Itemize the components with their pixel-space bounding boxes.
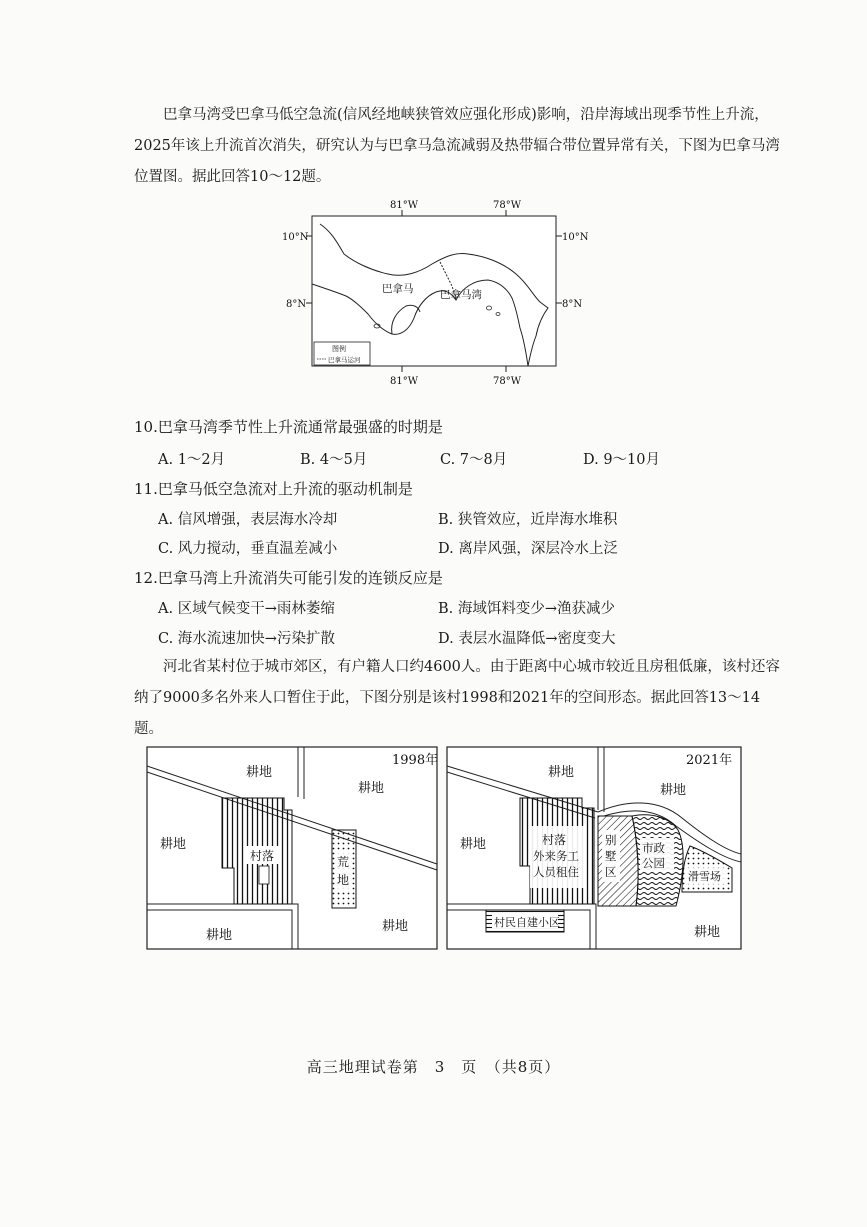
label-panama: 巴拿马 [382,283,414,295]
village-spatial-maps [146,746,742,951]
village-label-1998: 村落 [250,849,275,863]
lon-top-right: 78°W [493,200,522,211]
panel-1998 [147,747,438,949]
q12-option-a: A. 区域气候变干→雨林萎缩 [158,601,335,617]
q12-option-b: B. 海域饵料变少→渔获减少 [438,601,616,617]
farmland-2021-bottom: 耕地 [694,925,721,940]
q12-option-d: D. 表层水温降低→密度变大 [438,631,616,647]
year-1998: 1998年 [392,753,439,768]
intro-paragraph-1: 巴拿马湾受巴拿马低空急流(信风经地峡狭管效应强化形成)影响，沿岸海域出现季节性上升流，2025年该上升流首次消失，研究认为与巴拿马急流减弱及热带辐合带位置异常有关，下图为巴拿马湾位置图。据此回答10～12题。 [134,107,780,185]
migrant-label-2: 人员租住 [533,865,579,879]
park-label-2: 公园 [642,856,665,870]
lon-bottom-right: 78°W [493,376,522,387]
q10-option-d: D. 9～10月 [583,452,661,468]
q11-option-d: D. 离岸风强，深层冷水上泛 [438,541,618,557]
farmland-2021-right: 耕地 [660,783,687,798]
label-gulf: 巴拿马湾 [440,289,482,301]
year-2021: 2021年 [686,753,733,768]
lon-top-left: 81°W [390,200,419,211]
lon-bottom-left: 81°W [390,376,419,387]
question-10-stem: 10.巴拿马湾季节性上升流通常最强盛的时期是 [134,418,443,436]
lat-left-bottom: 8°N [286,299,307,310]
farmland-2021-top: 耕地 [548,765,575,780]
panel-2021 [447,747,741,949]
farmland-1998-top: 耕地 [246,765,273,780]
legend-canal: 巴拿马运河 [328,356,361,364]
q10-option-b: B. 4～5月 [300,452,368,468]
villa-label-2: 墅 [605,849,617,863]
q12-option-c: C. 海水流速加快→污染扩散 [158,631,335,647]
page-footer: 高三地理试卷第 3 页 （共8页） [306,1058,561,1076]
farmland-1998-left: 耕地 [160,837,187,852]
farmland-2021-left: 耕地 [460,837,487,852]
lat-left-top: 10°N [282,232,309,243]
farmland-1998-bottom-right: 耕地 [382,919,409,934]
q11-option-b: B. 狭管效应，近岸海水堆积 [438,512,618,528]
lat-right-bottom: 8°N [562,299,583,310]
selfbuilt-label: 村民自建小区 [494,916,560,929]
q11-option-a: A. 信风增强，表层海水冷却 [158,512,338,528]
village-label-2021: 村落 [542,833,567,847]
villa-label-3: 区 [605,865,617,879]
lat-right-top: 10°N [562,232,589,243]
panama-gulf-map [280,196,590,391]
question-12-stem: 12.巴拿马湾上升流消失可能引发的连锁反应是 [134,569,443,587]
q11-option-c: C. 风力搅动，垂直温差减小 [158,541,338,557]
migrant-label-1: 外来务工 [533,849,579,863]
villa-label-1: 别 [605,833,617,847]
question-11-stem: 11.巴拿马低空急流对上升流的驱动机制是 [134,480,413,498]
q10-option-c: C. 7～8月 [440,452,508,468]
park-label-1: 市政 [642,841,665,855]
farmland-1998-bottom-left: 耕地 [206,928,233,943]
ski-label: 滑雪场 [688,870,721,883]
q10-option-a: A. 1～2月 [158,452,226,468]
legend-title: 图例 [332,345,346,353]
wasteland-label-2: 地 [337,873,350,887]
farmland-1998-right: 耕地 [358,781,385,796]
wasteland-label-1: 荒 [337,855,350,869]
intro-paragraph-2: 河北省某村位于城市郊区，有户籍人口约4600人。由于距离中心城市较近且房租低廉，该村还容纳了9000多名外来人口暂住于此，下图分别是该村1998和2021年的空间形态。据此回答13～14题。 [134,659,780,737]
